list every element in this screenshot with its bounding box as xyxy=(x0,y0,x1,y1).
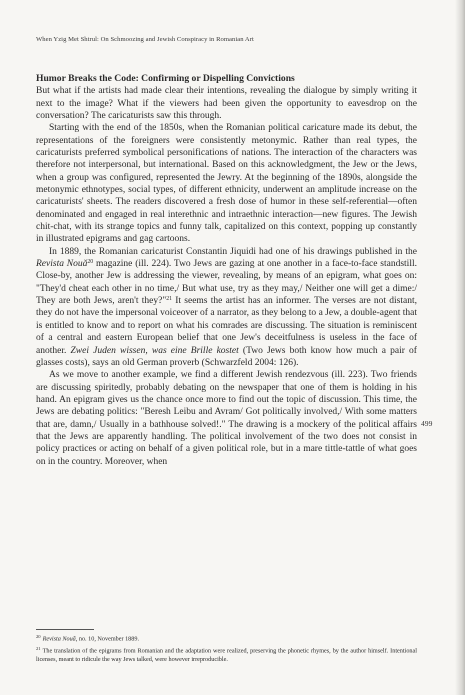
footnote-21 xyxy=(36,645,417,665)
running-head: When Yzig Met Shtrul: On Schmoozing and Jewish Conspiracy in Romanian Art xyxy=(36,36,254,43)
footnote-20-text: , no. 10, November 1889. xyxy=(75,635,140,643)
magazine-title: Revista Nouă xyxy=(36,259,88,270)
paragraph-1: But what if the artists had made clear their intentions, revealing the dialogue by simply writing it next to the image? What if the viewers had been given the opportunity to eavesdrop on the conversation? The caricaturists saw this through. xyxy=(36,86,417,121)
body-text xyxy=(36,73,417,468)
paragraph-2: Starting with the end of the 1850s, when the Romanian political caricature made its debut, the representations of the foreigners were consistently metonymic. Rather than real types, the caricaturists preferred symbolical personifications of nations. The interaction of the characters was therefore not interpersonal, but international. Based on this acknowledgment, the Jew or the Jews, when a group was configured, represented the Jewry. At the beginning of the 1890s, alongside the metonymic ethnotypes, social types, of different ethnicity, underwent an amplitude increase on the caricaturists' sheets. The readers discovered a fresh dose of humor in these self-referential—often denominated and engaged in real interethnic and intraethnic interaction—new figures. The Jewish chit-chat, with its strange topics and funny talk, capitalized on this context, popping up constantly in illustrated epigrams and gag cartoons. xyxy=(36,123,417,245)
paragraph-3-part-b: magazine (ill. 224). Two Jews are gazing at one another in a face-to-face standstill. Close-by, another Jew is addressing the viewer, revealing, by means of an epigram, what goes on: "They'd cheat each other in no time,/ But what use, try as they may,/ Neither one will get a dime:/ They are both Jews, aren't they?" xyxy=(36,259,417,307)
german-proverb: Zwei Juden wissen, was eine Brille kostet xyxy=(70,345,239,356)
paragraph-3 xyxy=(36,246,417,369)
paragraph-3-part-c: It seems the artist has an informer. The verses are not distant, they do not have the impersonal voiceover of a narrator, as they belong to a Jew, a double-agent that is entitled to know and to report on what his comrades are discussing. The situation is reminiscent of a central and eastern European belief that one Jew's deceitfulness is useless in the face of another. xyxy=(36,296,417,356)
page-number: 499 xyxy=(421,419,433,428)
footnote-21-text: The translation of the epigrams from Romanian and the adaptation were realized, preserving the phonetic rhymes, by the author himself. Intentional licenses, meant to ridicule the way Jews talked, were however irreproducible. xyxy=(36,647,417,664)
paragraph-3-part-a: In 1889, the Romanian caricaturist Constantin Jiquidi had one of his drawings published in the xyxy=(49,246,417,257)
page-gutter-shadow xyxy=(455,0,465,695)
footnotes xyxy=(36,633,417,666)
footnote-ref-20: 20 xyxy=(87,259,94,266)
footnote-ref-21: 21 xyxy=(166,296,172,303)
footnote-divider xyxy=(36,629,94,630)
footnote-20-number: 20 xyxy=(36,634,41,639)
footnote-20 xyxy=(36,633,417,644)
section-heading: Humor Breaks the Code: Confirming or Dispelling Convictions xyxy=(36,73,295,84)
footnote-21-number: 21 xyxy=(36,646,41,652)
footnote-20-title: Revista Nouă xyxy=(42,635,76,643)
paragraph-4: As we move to another example, we find a different Jewish rendezvous (ill. 223). Two friends are discussing spiritedly, probably debating on the newspaper that one of them is holding in his hand. An epigram gives us the chance once more to find out the topic of discussion. This time, the Jews are debating politics: "Beresh Leibu and Avram/ Got politically involved,/ With some matters that are, damn,/ Usually in a bathhouse solved!." The drawing is a mockery of the political affairs that the Jews are apparently handling. The political involvement of the two does not consist in policy practices or acting on behalf of a given political role, but in a mare tittle-tattle of what goes on in the country. Moreover, when xyxy=(36,370,417,467)
paragraph-3-part-d: (Two Jews both know how much a pair of glasses costs), says an old German proverb (Schwarzfeld 2004: 126). xyxy=(36,345,417,368)
